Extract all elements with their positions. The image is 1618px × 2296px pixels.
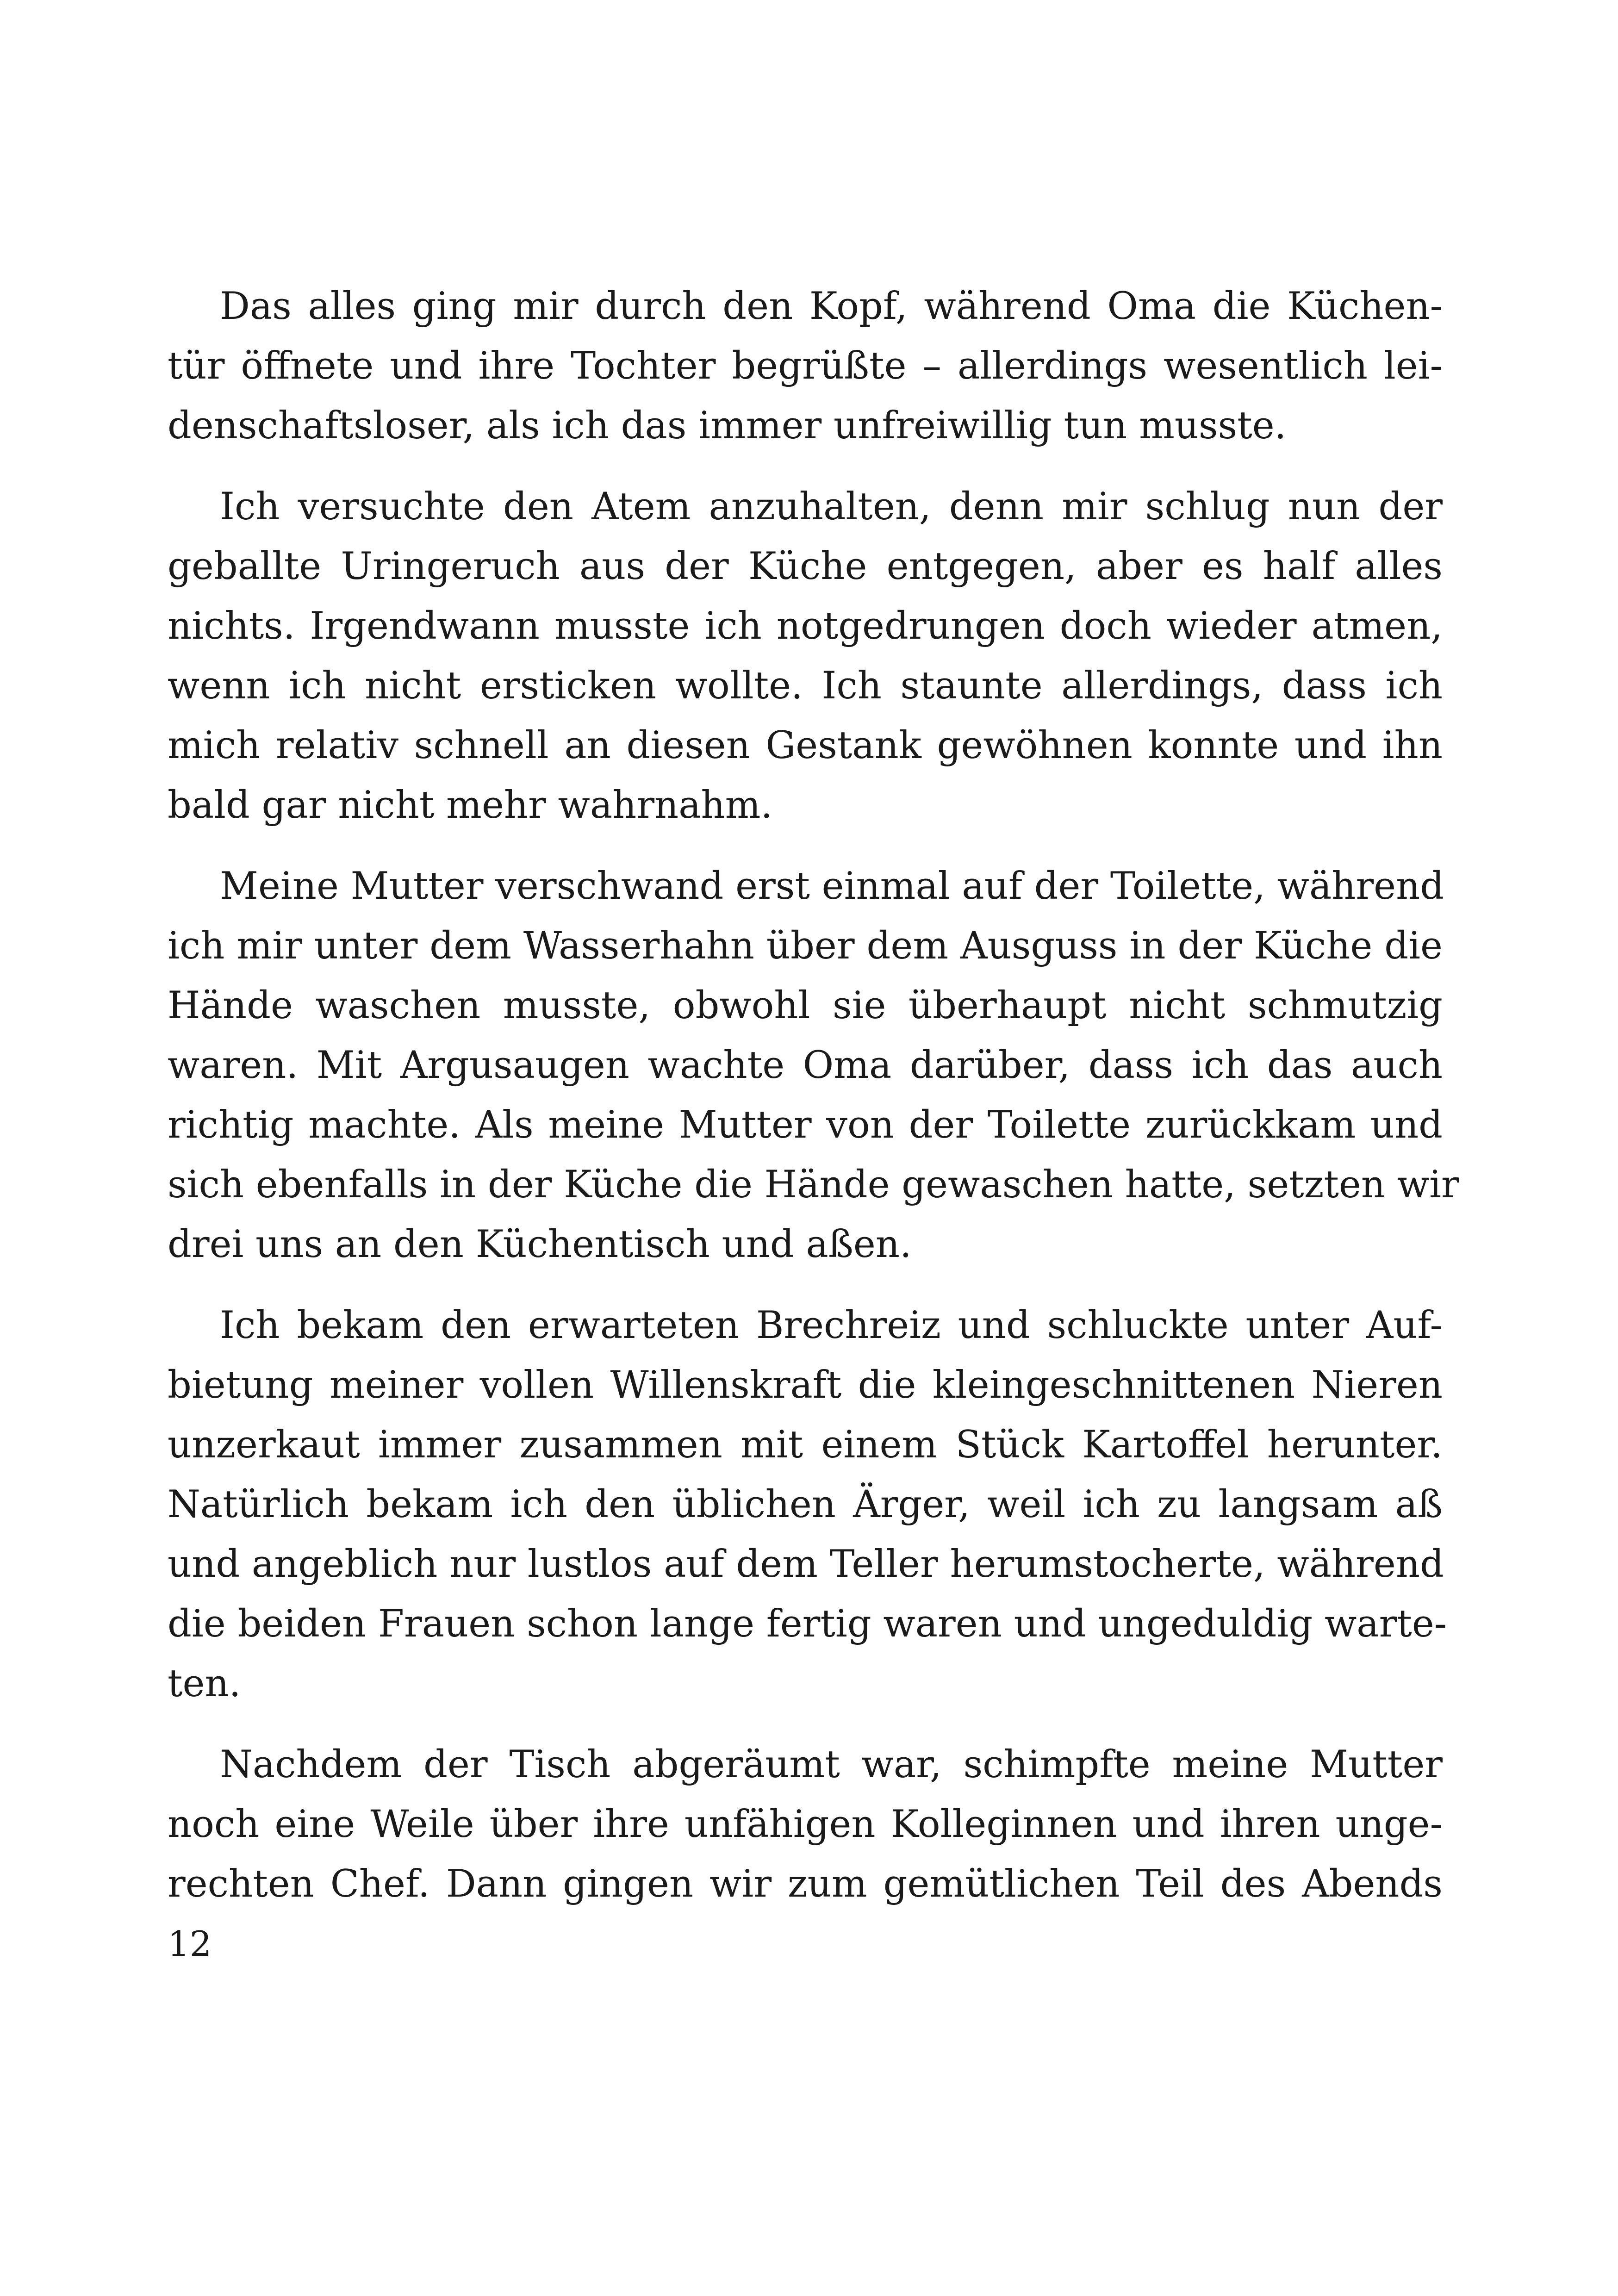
text-line: mich relativ schnell an diesen Gestank gewöhnen konnte und ihn	[168, 724, 1443, 767]
text-line: geballte Uringeruch aus der Küche entgegen, aber es half alles	[168, 545, 1443, 588]
paragraph-gap	[168, 456, 1443, 477]
page-number: 12	[168, 1923, 212, 1964]
body-text	[168, 277, 1459, 1914]
text-line: ich mir unter dem Wasserhahn über dem Ausguss in der Küche die	[168, 924, 1443, 968]
text-line: waren. Mit Argusaugen wachte Oma darüber, dass ich das auch	[168, 1044, 1443, 1087]
text-line: noch eine Weile über ihre unfähigen Kolleginnen und ihren unge-	[168, 1803, 1443, 1846]
text-line: nichts. Irgendwann musste ich notgedrungen doch wieder atmen,	[168, 604, 1443, 648]
text-line: und angeblich nur lustlos auf dem Teller herumstocherte, während	[168, 1543, 1444, 1586]
paragraph	[168, 857, 1459, 1275]
paragraph	[168, 277, 1443, 456]
text-line: Das alles ging mir durch den Kopf, während Oma die Küchen-	[220, 285, 1443, 328]
paragraph	[168, 1735, 1443, 1914]
text-line: ten.	[168, 1662, 241, 1705]
text-line: wenn ich nicht ersticken wollte. Ich staunte allerdings, dass ich	[168, 664, 1443, 708]
text-line: Meine Mutter verschwand erst einmal auf der Toilette, während	[220, 865, 1444, 908]
text-line: Nachdem der Tisch abgeräumt war, schimpfte meine Mutter	[220, 1743, 1443, 1786]
text-line: denschaftsloser, als ich das immer unfreiwillig tun musste.	[168, 404, 1287, 448]
text-line: sich ebenfalls in der Küche die Hände gewaschen hatte, setzten wir	[168, 1163, 1459, 1207]
paragraph-gap	[168, 835, 1443, 857]
paragraph	[168, 477, 1443, 835]
text-line: Natürlich bekam ich den üblichen Ärger, weil ich zu langsam aß	[168, 1483, 1443, 1526]
paragraph-gap	[168, 1714, 1443, 1735]
text-line: Ich bekam den erwarteten Brechreiz und schluckte unter Auf-	[220, 1304, 1443, 1347]
paragraph-gap	[168, 1275, 1443, 1296]
text-line: tür öffnete und ihre Tochter begrüßte – allerdings wesentlich lei-	[168, 344, 1443, 388]
paragraph	[168, 1296, 1447, 1714]
text-line: die beiden Frauen schon lange fertig waren und ungeduldig warte-	[168, 1602, 1447, 1646]
text-line: Ich versuchte den Atem anzuhalten, denn mir schlug nun der	[220, 485, 1443, 529]
text-line: richtig machte. Als meine Mutter von der Toilette zurückkam und	[168, 1103, 1443, 1147]
text-line: unzerkaut immer zusammen mit einem Stück Kartoffel herunter.	[168, 1423, 1443, 1467]
text-line: bietung meiner vollen Willenskraft die kleingeschnittenen Nieren	[168, 1363, 1443, 1407]
text-line: rechten Chef. Dann gingen wir zum gemütlichen Teil des Abends	[168, 1862, 1443, 1906]
text-line: drei uns an den Küchentisch und aßen.	[168, 1223, 912, 1266]
text-line: bald gar nicht mehr wahrnahm.	[168, 784, 773, 827]
text-line: Hände waschen musste, obwohl sie überhaupt nicht schmutzig	[168, 984, 1443, 1027]
